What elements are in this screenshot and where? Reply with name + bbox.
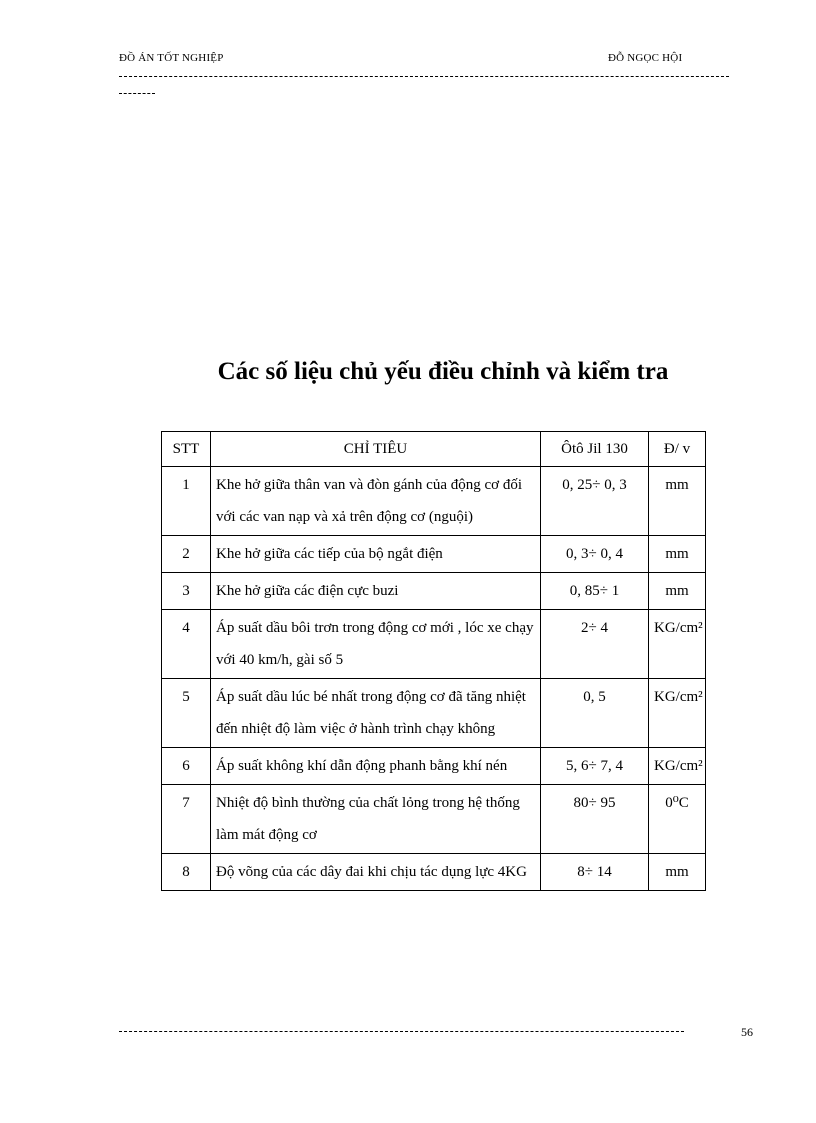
row-value: 0, 85÷ 1: [541, 573, 649, 610]
row-number: 7: [162, 785, 211, 854]
table-row: [162, 610, 706, 679]
row-value: 8÷ 14: [541, 854, 649, 891]
row-value: 0, 3÷ 0, 4: [541, 536, 649, 573]
header-divider: [119, 76, 729, 77]
row-number: 6: [162, 748, 211, 785]
table-row: [162, 467, 706, 536]
row-description: Áp suất không khí dẫn động phanh bằng khí nén: [211, 748, 541, 785]
table-header-row: [162, 432, 706, 467]
row-description: Độ võng của các dây đai khi chịu tác dụng lực 4KG: [211, 854, 541, 891]
table-row: [162, 854, 706, 891]
table-row: [162, 536, 706, 573]
table-row: [162, 748, 706, 785]
row-value: 5, 6÷ 7, 4: [541, 748, 649, 785]
col-header-vehicle: Ôtô Jil 130: [541, 432, 649, 467]
row-unit: mm: [649, 854, 706, 891]
col-header-stt: STT: [162, 432, 211, 467]
row-number: 2: [162, 536, 211, 573]
row-value: 0, 25÷ 0, 3: [541, 467, 649, 536]
row-number: 8: [162, 854, 211, 891]
row-unit: mm: [649, 467, 706, 536]
footer-divider: [119, 1031, 684, 1032]
page-title: Các số liệu chủ yếu điều chỉnh và kiểm tra: [217, 358, 669, 385]
table-row: [162, 573, 706, 610]
page-number: 56: [741, 1025, 753, 1039]
row-number: 4: [162, 610, 211, 679]
row-unit: mm: [649, 536, 706, 573]
row-value: 0, 5: [541, 679, 649, 748]
row-number: 3: [162, 573, 211, 610]
row-number: 1: [162, 467, 211, 536]
header-left-title: ĐỒ ÁN TỐT NGHIỆP: [119, 52, 224, 64]
row-description: Áp suất dầu lúc bé nhất trong động cơ đã tăng nhiệt đến nhiệt độ làm việc ở hành trình chạy không: [211, 679, 541, 748]
row-description: Áp suất dầu bôi trơn trong động cơ mới , lóc xe chạy với 40 km/h, gài số 5: [211, 610, 541, 679]
row-value: 80÷ 95: [541, 785, 649, 854]
row-value: 2÷ 4: [541, 610, 649, 679]
row-unit: mm: [649, 573, 706, 610]
header-divider-tail: [119, 93, 155, 94]
row-unit: KG/cm²: [649, 610, 706, 679]
row-description: Khe hở giữa thân van và đòn gánh của động cơ đối với các van nạp và xả trên động cơ (nguội): [211, 467, 541, 536]
table-row: [162, 679, 706, 748]
row-description: Nhiệt độ bình thường của chất lỏng trong hệ thống làm mát động cơ: [211, 785, 541, 854]
header-right-author: ĐỖ NGỌC HỘI: [608, 52, 683, 64]
row-unit: KG/cm²: [649, 679, 706, 748]
table-row: [162, 785, 706, 854]
row-number: 5: [162, 679, 211, 748]
col-header-unit: Đ/ v: [649, 432, 706, 467]
row-unit: 0⁰C: [649, 785, 706, 854]
row-description: Khe hở giữa các điện cực buzi: [211, 573, 541, 610]
spec-table: [161, 431, 706, 891]
row-description: Khe hở giữa các tiếp của bộ ngắt điện: [211, 536, 541, 573]
row-unit: KG/cm²: [649, 748, 706, 785]
col-header-criteria: CHỈ TIÊU: [211, 432, 541, 467]
